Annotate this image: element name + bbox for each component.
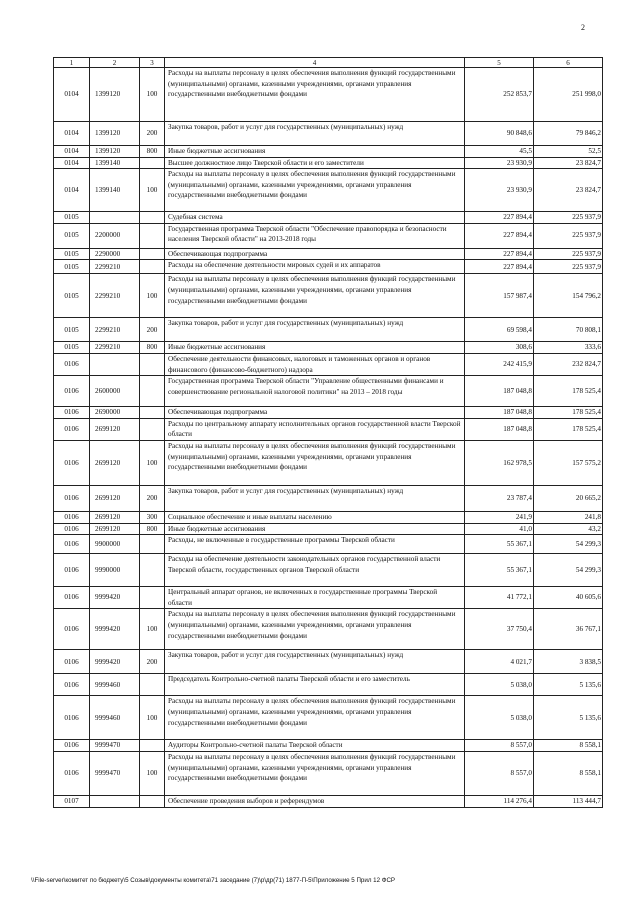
header-cell: 6 bbox=[534, 58, 603, 68]
cell-c2: 2690000 bbox=[90, 407, 140, 419]
cell-c2: 1399140 bbox=[90, 157, 140, 169]
table-row bbox=[54, 751, 603, 795]
cell-c5: 23 930,9 bbox=[465, 169, 534, 212]
cell-c4: Расходы на выплаты персоналу в целях обеспечения выполнения функций государственными (муниципальными) органами, казенными учреждениями, органами управления государственными внебюджетными фондами bbox=[165, 169, 465, 212]
cell-c2: 9999420 bbox=[90, 587, 140, 609]
cell-c6: 225 937,9 bbox=[534, 212, 603, 224]
cell-c1: 0106 bbox=[54, 674, 90, 696]
cell-c6: 3 838,5 bbox=[534, 650, 603, 674]
table-row bbox=[54, 523, 603, 535]
cell-c1: 0104 bbox=[54, 146, 90, 158]
cell-c2: 2699120 bbox=[90, 418, 140, 440]
cell-c5: 37 750,4 bbox=[465, 609, 534, 650]
table-row bbox=[54, 169, 603, 212]
cell-c6: 23 824,7 bbox=[534, 169, 603, 212]
table-row bbox=[54, 696, 603, 740]
cell-c4: Расходы на выплаты персоналу в целях обеспечения выполнения функций государственными (муниципальными) органами, казенными учреждениями, органами управления государственными внебюджетными фондами bbox=[165, 696, 465, 740]
cell-c4: Государственная программа Тверской области "Управление общественными финансами и совершенствование региональной налоговой политики" на 2013 – 2018 годы bbox=[165, 376, 465, 407]
cell-c4: Государственная программа Тверской области "Обеспечение правопорядка и безопасности населения Тверской области" на 2013-2018 годы bbox=[165, 223, 465, 248]
cell-c1: 0106 bbox=[54, 418, 90, 440]
cell-c1: 0106 bbox=[54, 535, 90, 554]
cell-c4: Расходы на выплаты персоналу в целях обеспечения выполнения функций государственными (муниципальными) органами, казенными учреждениями, органами управления государственными внебюджетными фондами bbox=[165, 609, 465, 650]
cell-c1: 0104 bbox=[54, 169, 90, 212]
cell-c5: 55 367,1 bbox=[465, 554, 534, 587]
cell-c2: 2699120 bbox=[90, 523, 140, 535]
cell-c2: 2699120 bbox=[90, 511, 140, 523]
cell-c1: 0106 bbox=[54, 511, 90, 523]
cell-c3 bbox=[140, 587, 165, 609]
cell-c5: 4 021,7 bbox=[465, 650, 534, 674]
table-row bbox=[54, 318, 603, 342]
cell-c4: Председатель Контрольно-счетной палаты Тверской области и его заместитель bbox=[165, 674, 465, 696]
cell-c5: 5 038,0 bbox=[465, 696, 534, 740]
file-path-footer: \\File-server\комитет по бюджету\5 Созыв\документы комитета\71 заседание (7)\р\др(71) 1877-П-5\Приложение 5 Прил 12 ФСР bbox=[31, 877, 396, 884]
table-row bbox=[54, 535, 603, 554]
header-row bbox=[54, 58, 603, 68]
cell-c3: 100 bbox=[140, 609, 165, 650]
cell-c3 bbox=[140, 157, 165, 169]
budget-table bbox=[53, 57, 603, 808]
cell-c5: 187 048,8 bbox=[465, 418, 534, 440]
cell-c6: 8 558,1 bbox=[534, 740, 603, 752]
cell-c6: 23 824,7 bbox=[534, 157, 603, 169]
cell-c4: Расходы на выплаты персоналу в целях обеспечения выполнения функций государственными (муниципальными) органами, казенными учреждениями, органами управления государственными внебюджетными фондами bbox=[165, 68, 465, 122]
cell-c5: 114 276,4 bbox=[465, 795, 534, 807]
cell-c6: 154 796,2 bbox=[534, 274, 603, 318]
cell-c2: 9999460 bbox=[90, 674, 140, 696]
cell-c6: 43,2 bbox=[534, 523, 603, 535]
cell-c6: 225 937,9 bbox=[534, 248, 603, 260]
cell-c6: 251 998,0 bbox=[534, 68, 603, 122]
cell-c2: 1399120 bbox=[90, 146, 140, 158]
table-row bbox=[54, 146, 603, 158]
cell-c4: Иные бюджетные ассигнования bbox=[165, 523, 465, 535]
cell-c2: 2290000 bbox=[90, 248, 140, 260]
cell-c4: Закупка товаров, работ и услуг для государственных (муниципальных) нужд bbox=[165, 485, 465, 511]
cell-c2: 1399120 bbox=[90, 68, 140, 122]
cell-c3 bbox=[140, 407, 165, 419]
table-row bbox=[54, 674, 603, 696]
cell-c5: 8 557,0 bbox=[465, 740, 534, 752]
cell-c5: 308,6 bbox=[465, 342, 534, 354]
cell-c1: 0106 bbox=[54, 407, 90, 419]
cell-c6: 232 824,7 bbox=[534, 353, 603, 375]
cell-c5: 90 848,6 bbox=[465, 122, 534, 146]
cell-c3: 100 bbox=[140, 68, 165, 122]
table-row bbox=[54, 68, 603, 122]
table-row bbox=[54, 376, 603, 407]
cell-c2: 2299210 bbox=[90, 318, 140, 342]
cell-c4: Закупка товаров, работ и услуг для государственных (муниципальных) нужд bbox=[165, 122, 465, 146]
cell-c3 bbox=[140, 248, 165, 260]
cell-c2: 1399120 bbox=[90, 122, 140, 146]
cell-c2: 9900000 bbox=[90, 535, 140, 554]
table-row bbox=[54, 122, 603, 146]
cell-c1: 0106 bbox=[54, 485, 90, 511]
table-row bbox=[54, 650, 603, 674]
cell-c6: 225 937,9 bbox=[534, 223, 603, 248]
cell-c4: Высшее должностное лицо Тверской области и его заместители bbox=[165, 157, 465, 169]
cell-c1: 0106 bbox=[54, 650, 90, 674]
cell-c5: 55 367,1 bbox=[465, 535, 534, 554]
cell-c4: Обеспечение проведения выборов и референдумов bbox=[165, 795, 465, 807]
cell-c2: 2299210 bbox=[90, 342, 140, 354]
header-cell: 5 bbox=[465, 58, 534, 68]
cell-c1: 0106 bbox=[54, 440, 90, 485]
cell-c6: 178 525,4 bbox=[534, 407, 603, 419]
cell-c1: 0105 bbox=[54, 212, 90, 224]
cell-c3: 200 bbox=[140, 485, 165, 511]
cell-c3: 100 bbox=[140, 169, 165, 212]
table-row bbox=[54, 418, 603, 440]
cell-c2: 9999470 bbox=[90, 751, 140, 795]
header-cell: 4 bbox=[165, 58, 465, 68]
cell-c4: Обеспечение деятельности финансовых, налоговых и таможенных органов и органов финансового (финансово-бюджетного) надзора bbox=[165, 353, 465, 375]
cell-c2: 2299210 bbox=[90, 274, 140, 318]
cell-c6: 225 937,9 bbox=[534, 260, 603, 274]
cell-c5: 252 853,7 bbox=[465, 68, 534, 122]
cell-c2 bbox=[90, 212, 140, 224]
cell-c1: 0106 bbox=[54, 587, 90, 609]
cell-c6: 157 575,2 bbox=[534, 440, 603, 485]
cell-c6: 70 808,1 bbox=[534, 318, 603, 342]
table-row bbox=[54, 511, 603, 523]
cell-c3 bbox=[140, 535, 165, 554]
cell-c4: Иные бюджетные ассигнования bbox=[165, 342, 465, 354]
cell-c6: 241,8 bbox=[534, 511, 603, 523]
header-cell: 3 bbox=[140, 58, 165, 68]
cell-c5: 5 038,0 bbox=[465, 674, 534, 696]
cell-c4: Расходы на обеспечение деятельности законодательных органов государственной власти Тверской области, государственных органов Тверской области bbox=[165, 554, 465, 587]
cell-c6: 178 525,4 bbox=[534, 418, 603, 440]
cell-c2: 2200000 bbox=[90, 223, 140, 248]
cell-c5: 157 987,4 bbox=[465, 274, 534, 318]
cell-c5: 23 930,9 bbox=[465, 157, 534, 169]
table-row bbox=[54, 485, 603, 511]
cell-c5: 227 894,4 bbox=[465, 248, 534, 260]
cell-c6: 113 444,7 bbox=[534, 795, 603, 807]
cell-c4: Судебная система bbox=[165, 212, 465, 224]
cell-c3: 200 bbox=[140, 318, 165, 342]
page-number: 2 bbox=[581, 23, 585, 32]
cell-c4: Расходы по центральному аппарату исполнительных органов государственной власти Тверской области bbox=[165, 418, 465, 440]
cell-c2: 2600000 bbox=[90, 376, 140, 407]
table-row bbox=[54, 554, 603, 587]
cell-c3 bbox=[140, 740, 165, 752]
table-row bbox=[54, 157, 603, 169]
table-row bbox=[54, 609, 603, 650]
cell-c4: Закупка товаров, работ и услуг для государственных (муниципальных) нужд bbox=[165, 650, 465, 674]
cell-c2: 9999470 bbox=[90, 740, 140, 752]
cell-c3 bbox=[140, 260, 165, 274]
cell-c2 bbox=[90, 353, 140, 375]
cell-c6: 79 846,2 bbox=[534, 122, 603, 146]
cell-c3 bbox=[140, 376, 165, 407]
cell-c4: Социальное обеспечение и иные выплаты населению bbox=[165, 511, 465, 523]
cell-c3 bbox=[140, 418, 165, 440]
cell-c2: 9999460 bbox=[90, 696, 140, 740]
cell-c3 bbox=[140, 554, 165, 587]
cell-c3: 200 bbox=[140, 122, 165, 146]
cell-c5: 187 048,8 bbox=[465, 376, 534, 407]
cell-c1: 0104 bbox=[54, 68, 90, 122]
cell-c3: 100 bbox=[140, 274, 165, 318]
cell-c1: 0105 bbox=[54, 260, 90, 274]
table-row bbox=[54, 223, 603, 248]
cell-c2: 2699120 bbox=[90, 440, 140, 485]
cell-c1: 0106 bbox=[54, 696, 90, 740]
cell-c4: Расходы на выплаты персоналу в целях обеспечения выполнения функций государственными (муниципальными) органами, казенными учреждениями, органами управления государственными внебюджетными фондами bbox=[165, 274, 465, 318]
cell-c6: 8 558,1 bbox=[534, 751, 603, 795]
cell-c1: 0105 bbox=[54, 223, 90, 248]
cell-c4: Обеспечивающая подпрограмма bbox=[165, 248, 465, 260]
cell-c3: 800 bbox=[140, 342, 165, 354]
cell-c1: 0104 bbox=[54, 157, 90, 169]
cell-c6: 333,6 bbox=[534, 342, 603, 354]
table-body bbox=[54, 68, 603, 808]
cell-c3: 200 bbox=[140, 650, 165, 674]
cell-c6: 54 299,3 bbox=[534, 535, 603, 554]
header-cell: 2 bbox=[90, 58, 140, 68]
cell-c2: 9990000 bbox=[90, 554, 140, 587]
cell-c1: 0105 bbox=[54, 342, 90, 354]
cell-c1: 0106 bbox=[54, 353, 90, 375]
cell-c2 bbox=[90, 795, 140, 807]
table-row bbox=[54, 260, 603, 274]
cell-c4: Иные бюджетные ассигнования bbox=[165, 146, 465, 158]
cell-c4: Закупка товаров, работ и услуг для государственных (муниципальных) нужд bbox=[165, 318, 465, 342]
cell-c1: 0107 bbox=[54, 795, 90, 807]
cell-c1: 0106 bbox=[54, 740, 90, 752]
cell-c3: 800 bbox=[140, 146, 165, 158]
cell-c1: 0105 bbox=[54, 318, 90, 342]
cell-c3 bbox=[140, 674, 165, 696]
cell-c4: Аудиторы Контрольно-счетной палаты Тверской области bbox=[165, 740, 465, 752]
cell-c5: 23 787,4 bbox=[465, 485, 534, 511]
cell-c6: 54 299,3 bbox=[534, 554, 603, 587]
table-row bbox=[54, 440, 603, 485]
cell-c5: 41,0 bbox=[465, 523, 534, 535]
table-row bbox=[54, 248, 603, 260]
table-row bbox=[54, 274, 603, 318]
cell-c1: 0104 bbox=[54, 122, 90, 146]
cell-c6: 20 665,2 bbox=[534, 485, 603, 511]
cell-c1: 0105 bbox=[54, 274, 90, 318]
table-row bbox=[54, 795, 603, 807]
cell-c5: 187 048,8 bbox=[465, 407, 534, 419]
cell-c2: 2699120 bbox=[90, 485, 140, 511]
cell-c6: 52,5 bbox=[534, 146, 603, 158]
cell-c3 bbox=[140, 223, 165, 248]
cell-c5: 227 894,4 bbox=[465, 212, 534, 224]
cell-c5: 8 557,0 bbox=[465, 751, 534, 795]
table-row bbox=[54, 407, 603, 419]
cell-c4: Расходы, не включенные в государственные программы Тверской области bbox=[165, 535, 465, 554]
cell-c2: 2299210 bbox=[90, 260, 140, 274]
cell-c4: Центральный аппарат органов, не включенных в государственные программы Тверской области bbox=[165, 587, 465, 609]
cell-c3: 100 bbox=[140, 440, 165, 485]
cell-c5: 227 894,4 bbox=[465, 223, 534, 248]
cell-c5: 242 415,9 bbox=[465, 353, 534, 375]
cell-c3: 100 bbox=[140, 696, 165, 740]
cell-c3 bbox=[140, 795, 165, 807]
cell-c5: 69 598,4 bbox=[465, 318, 534, 342]
cell-c1: 0106 bbox=[54, 376, 90, 407]
cell-c5: 227 894,4 bbox=[465, 260, 534, 274]
cell-c6: 40 605,6 bbox=[534, 587, 603, 609]
cell-c5: 41 772,1 bbox=[465, 587, 534, 609]
header-cell: 1 bbox=[54, 58, 90, 68]
cell-c6: 5 135,6 bbox=[534, 674, 603, 696]
cell-c6: 178 525,4 bbox=[534, 376, 603, 407]
cell-c1: 0106 bbox=[54, 609, 90, 650]
cell-c6: 36 767,1 bbox=[534, 609, 603, 650]
table-header bbox=[54, 58, 603, 68]
cell-c1: 0106 bbox=[54, 523, 90, 535]
cell-c4: Расходы на выплаты персоналу в целях обеспечения выполнения функций государственными (муниципальными) органами, казенными учреждениями, органами управления государственными внебюджетными фондами bbox=[165, 751, 465, 795]
cell-c2: 9999420 bbox=[90, 650, 140, 674]
cell-c1: 0106 bbox=[54, 751, 90, 795]
cell-c3 bbox=[140, 212, 165, 224]
table-row bbox=[54, 353, 603, 375]
cell-c5: 162 978,5 bbox=[465, 440, 534, 485]
cell-c4: Расходы на выплаты персоналу в целях обеспечения выполнения функций государственными (муниципальными) органами, казенными учреждениями, органами управления государственными внебюджетными фондами bbox=[165, 440, 465, 485]
cell-c4: Обеспечивающая подпрограмма bbox=[165, 407, 465, 419]
cell-c6: 5 135,6 bbox=[534, 696, 603, 740]
cell-c3: 100 bbox=[140, 751, 165, 795]
cell-c3: 300 bbox=[140, 511, 165, 523]
cell-c2: 9999420 bbox=[90, 609, 140, 650]
cell-c5: 45,5 bbox=[465, 146, 534, 158]
cell-c4: Расходы на обеспечение деятельности мировых судей и их аппаратов bbox=[165, 260, 465, 274]
cell-c3 bbox=[140, 353, 165, 375]
cell-c5: 241,9 bbox=[465, 511, 534, 523]
cell-c1: 0106 bbox=[54, 554, 90, 587]
table-row bbox=[54, 212, 603, 224]
table-row bbox=[54, 587, 603, 609]
table-row bbox=[54, 740, 603, 752]
cell-c1: 0105 bbox=[54, 248, 90, 260]
cell-c3: 800 bbox=[140, 523, 165, 535]
table-row bbox=[54, 342, 603, 354]
cell-c2: 1399140 bbox=[90, 169, 140, 212]
